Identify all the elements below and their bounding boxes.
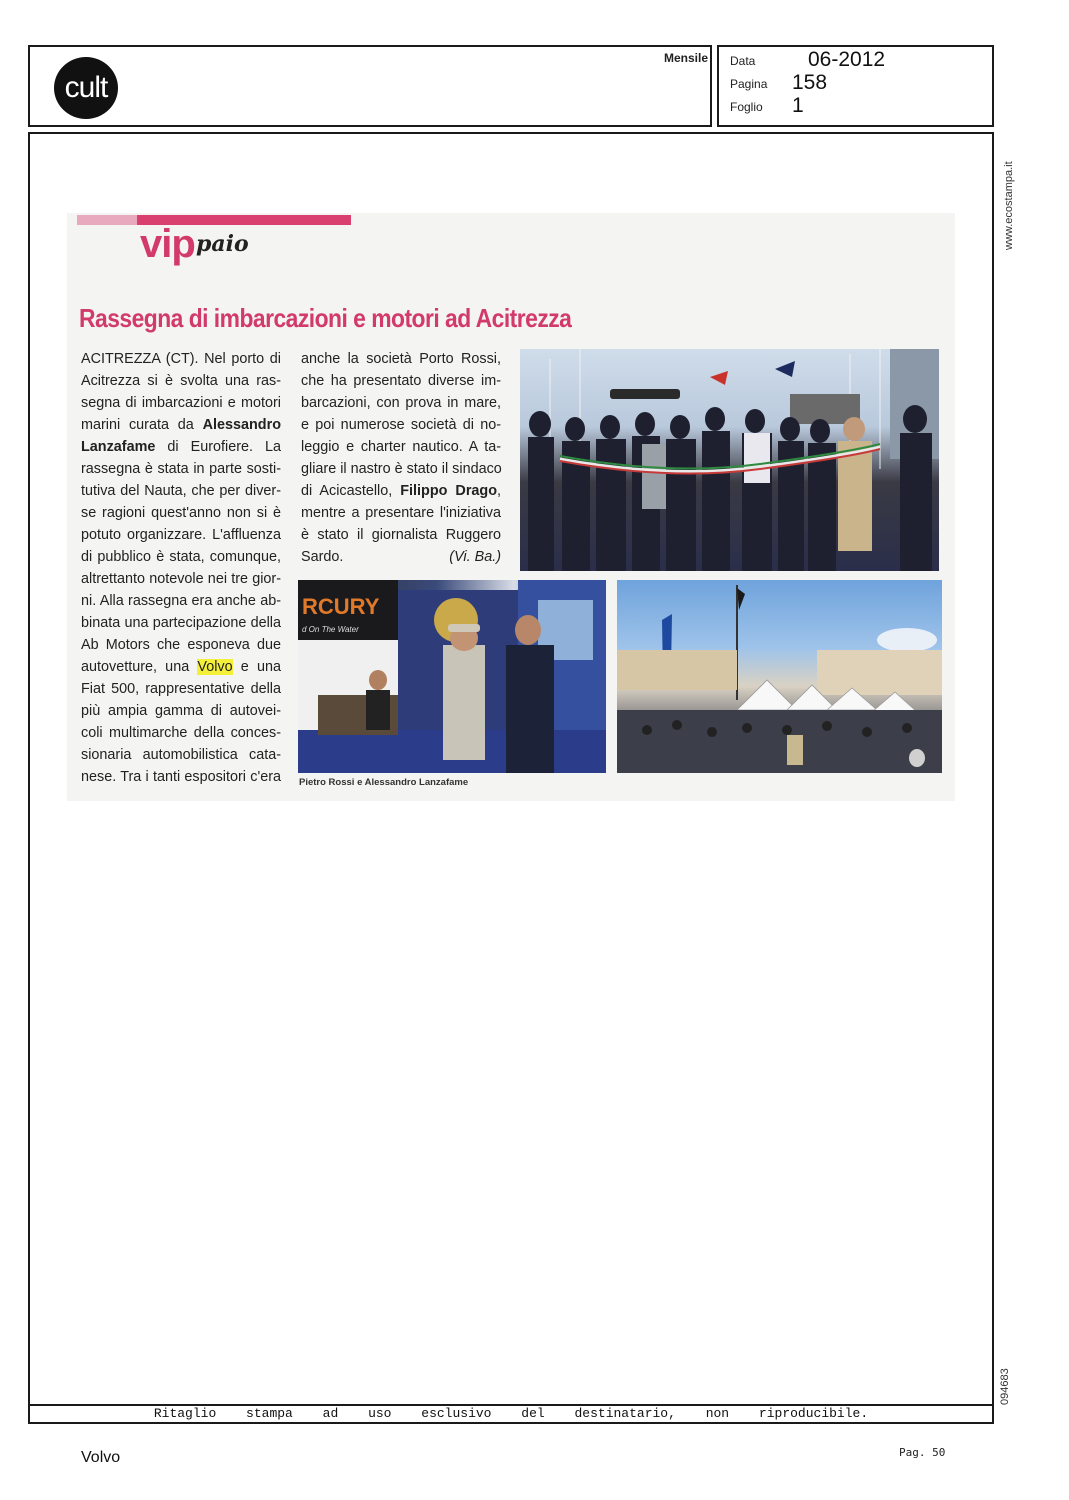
text-line: sionaria automobilistica cata-	[81, 747, 281, 763]
text-line: altrettanto notevole nei tre gior-	[81, 571, 281, 587]
text-line	[301, 480, 501, 502]
text-fragment: di Eurofiere. La	[155, 439, 281, 455]
rubric-paio: paio	[196, 231, 249, 257]
header-left-frame	[28, 45, 712, 127]
article-headline: Rassegna di imbarcazioni e motori ad Acitrezza	[79, 303, 572, 333]
photo-ribbon-cutting-art	[520, 349, 939, 571]
photo-stand-portrait	[298, 580, 606, 773]
text-line: tutiva del Nauta, che per diver-	[81, 483, 281, 499]
side-url: www.ecostampa.it	[1003, 161, 1015, 250]
author-signature: (Vi. Ba.)	[449, 549, 501, 565]
date-value: 06-2012	[808, 48, 886, 71]
text-line: rassegna è stata in parte sosti-	[81, 461, 281, 477]
text-line: segna di imbarcazioni e motori	[81, 395, 281, 411]
text-line: Fiat 500, rappresentative della	[81, 681, 281, 697]
date-label: Data	[730, 54, 756, 68]
text-line: potuto organizzare. L'affluenza	[81, 527, 281, 543]
text-line	[81, 436, 281, 458]
page-value: 158	[792, 71, 828, 94]
text-line: anche la società Porto Rossi,	[301, 351, 501, 367]
text-line	[81, 656, 281, 678]
page-label: Pagina	[730, 77, 768, 91]
side-code: 094683	[999, 1368, 1011, 1405]
photo-caption: Pietro Rossi e Alessandro Lanzafame	[299, 777, 469, 788]
bold-name: Filippo Drago	[400, 483, 498, 499]
photo-harbor-art	[617, 580, 942, 773]
text-line: Ab Motors che esponeva due	[81, 637, 281, 653]
text-fragment: autovetture, una	[81, 659, 198, 675]
stand-sign-text: RCURY	[302, 594, 380, 619]
footer-keyword: Volvo	[81, 1449, 121, 1466]
text-fragment: e una	[232, 659, 281, 675]
photo-stand-art	[298, 580, 606, 773]
text-line: barcazioni, con prova in mare,	[301, 395, 501, 411]
article-column-1	[81, 348, 281, 788]
text-fragment: marini curata da	[81, 417, 194, 433]
text-line: ni. Alla rassegna era anche ab-	[81, 593, 281, 609]
text-fragment: di Acicastello,	[301, 483, 401, 499]
text-line: leggio e charter nautico. A ta-	[301, 439, 501, 455]
stand-tagline-text: d On The Water	[302, 625, 359, 634]
rubric-vip: vip	[140, 222, 195, 266]
text-line: se ragioni quest'anno non si è	[81, 505, 281, 521]
footer-page-number: Pag. 50	[899, 1446, 946, 1459]
highlighted-keyword: Volvo	[197, 659, 233, 675]
text-line: binata una partecipazione della	[81, 615, 281, 631]
text-line: ACITREZZA (CT). Nel porto di	[81, 351, 281, 367]
text-fragment: ,	[497, 483, 502, 499]
text-line: nese. Tra i tanti espositori c'era	[81, 769, 281, 785]
bold-name: Alessandro	[202, 417, 281, 433]
text-line	[81, 414, 281, 436]
text-line: gliare il nastro è stato il sindaco	[301, 461, 502, 477]
disclaimer-text: Ritaglio stampa ad uso esclusivo del destinatario, non riproducibile.	[153, 1406, 869, 1421]
text-line: e poi numerose società di no-	[301, 417, 501, 433]
text-line: di pubblico è stata, comunque,	[81, 549, 281, 565]
photo-harbor-exhibition	[617, 580, 942, 773]
text-line: Acitrezza si è svolta una ras-	[81, 373, 281, 389]
cult-logo: cult	[54, 57, 118, 119]
rubric-bar-light	[77, 215, 137, 225]
text-line: che ha presentato diverse im-	[301, 373, 501, 389]
text-line: coli multimarche della conces-	[81, 725, 281, 741]
text-line: è stato il giornalista Ruggero	[301, 527, 501, 543]
text-fragment: Sardo.	[301, 549, 344, 565]
text-line: mentre a presentare l'iniziativa	[301, 505, 501, 521]
sheet-label: Foglio	[730, 100, 763, 114]
article-column-2	[301, 348, 501, 568]
sheet-value: 1	[792, 94, 804, 117]
frequency-label: Mensile	[664, 51, 709, 65]
text-line: più ampia gamma di autovei-	[81, 703, 281, 719]
bold-surname: Lanzafame	[81, 439, 156, 455]
photo-ribbon-cutting	[520, 349, 939, 571]
text-line	[301, 546, 501, 568]
